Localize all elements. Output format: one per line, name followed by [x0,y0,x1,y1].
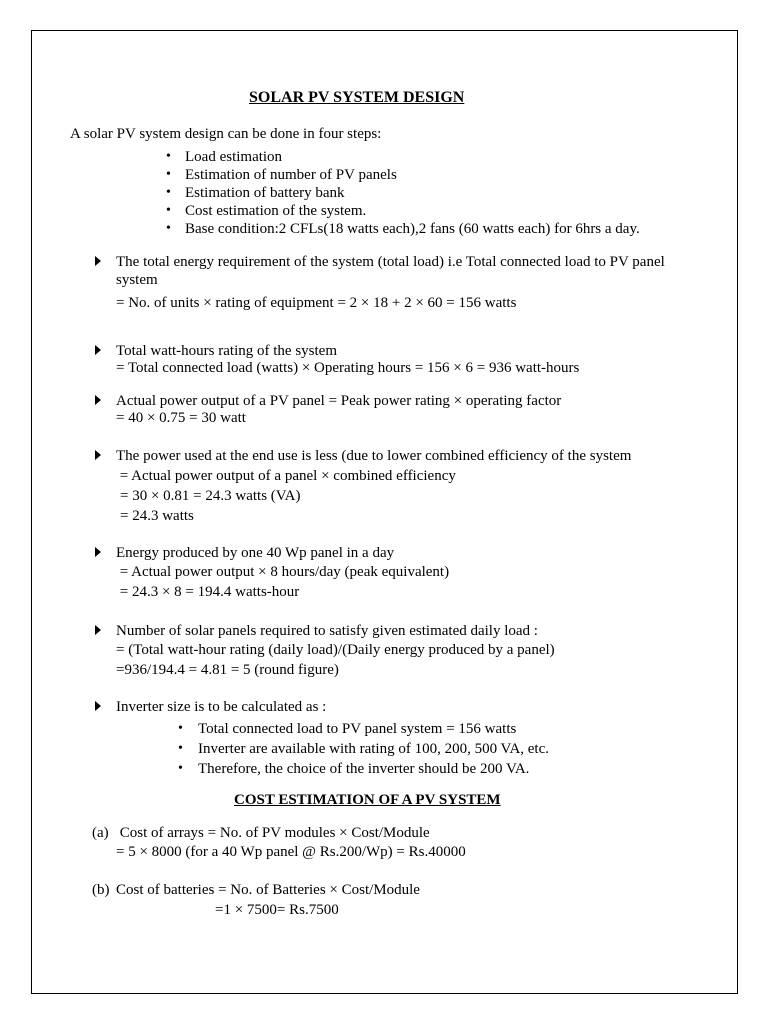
bullet-dot: • [166,203,171,218]
bullet-dot: • [178,761,183,776]
item-label: (b) [92,882,110,898]
list-item: Total connected load to PV panel system = 156 watts [198,721,517,737]
section-line: = 40 × 0.75 = 30 watt [116,410,246,426]
section-line: Cost of batteries = No. of Batteries × Cost/Module [116,882,420,898]
section-line: Total watt-hours rating of the system [116,343,337,359]
list-item: Estimation of battery bank [185,185,345,201]
section-line: = 24.3 watts [120,508,194,524]
section-line: Inverter size is to be calculated as : [116,699,327,715]
item-label: (a) [92,825,109,841]
bullet-dot: • [166,185,171,200]
section-line: The total energy requirement of the system (total load) i.e Total connected load to PV panel [116,254,665,270]
section-line: system [116,272,158,288]
section-line: = Actual power output of a panel × combined efficiency [116,468,456,484]
section-line: =1 × 7500= Rs.7500 [215,902,339,918]
intro-text: A solar PV system design can be done in four steps: [70,126,382,142]
arrow-bullet-icon [95,395,101,405]
arrow-bullet-icon [95,256,101,266]
section-line: = Actual power output × 8 hours/day (peak equivalent) [116,564,450,580]
section-heading: COST ESTIMATION OF A PV SYSTEM [234,792,501,808]
arrow-bullet-icon [95,625,101,635]
section-line: The power used at the end use is less (due to lower combined efficiency of the system [116,448,632,464]
section-line: = 24.3 × 8 = 194.4 watts-hour [116,584,300,600]
list-item: Cost estimation of the system. [185,203,367,219]
section-line: Actual power output of a PV panel = Peak power rating × operating factor [116,393,562,409]
section-line: Energy produced by one 40 Wp panel in a day [116,545,395,561]
arrow-bullet-icon [95,450,101,460]
section-line: Number of solar panels required to satisfy given estimated daily load : [116,623,538,639]
arrow-bullet-icon [95,547,101,557]
bullet-dot: • [166,167,171,182]
list-item: Load estimation [185,149,283,165]
bullet-dot: • [166,221,171,236]
section-line: = Total connected load (watts) × Operating hours = 156 × 6 = 936 watt-hours [116,360,580,376]
arrow-bullet-icon [95,701,101,711]
section-line: = No. of units × rating of equipment = 2 × 18 + 2 × 60 = 156 watts [116,295,517,311]
page-title: SOLAR PV SYSTEM DESIGN [249,89,465,106]
bullet-dot: • [166,149,171,164]
list-item: Base condition:2 CFLs(18 watts each),2 fans (60 watts each) for 6hrs a day. [185,221,640,237]
bullet-dot: • [178,741,183,756]
bullet-dot: • [178,721,183,736]
section-line: = 5 × 8000 (for a 40 Wp panel @ Rs.200/Wp) = Rs.40000 [116,844,466,860]
section-line: = 30 × 0.81 = 24.3 watts (VA) [120,488,301,504]
list-item: Therefore, the choice of the inverter should be 200 VA. [198,761,530,777]
section-line: = (Total watt-hour rating (daily load)/(Daily energy produced by a panel) [116,642,555,658]
list-item: Estimation of number of PV panels [185,167,397,183]
arrow-bullet-icon [95,345,101,355]
section-line: =936/194.4 = 4.81 = 5 (round figure) [116,662,339,678]
list-item: Inverter are available with rating of 100, 200, 500 VA, etc. [198,741,550,757]
section-line: Cost of arrays = No. of PV modules × Cost/Module [116,825,430,841]
